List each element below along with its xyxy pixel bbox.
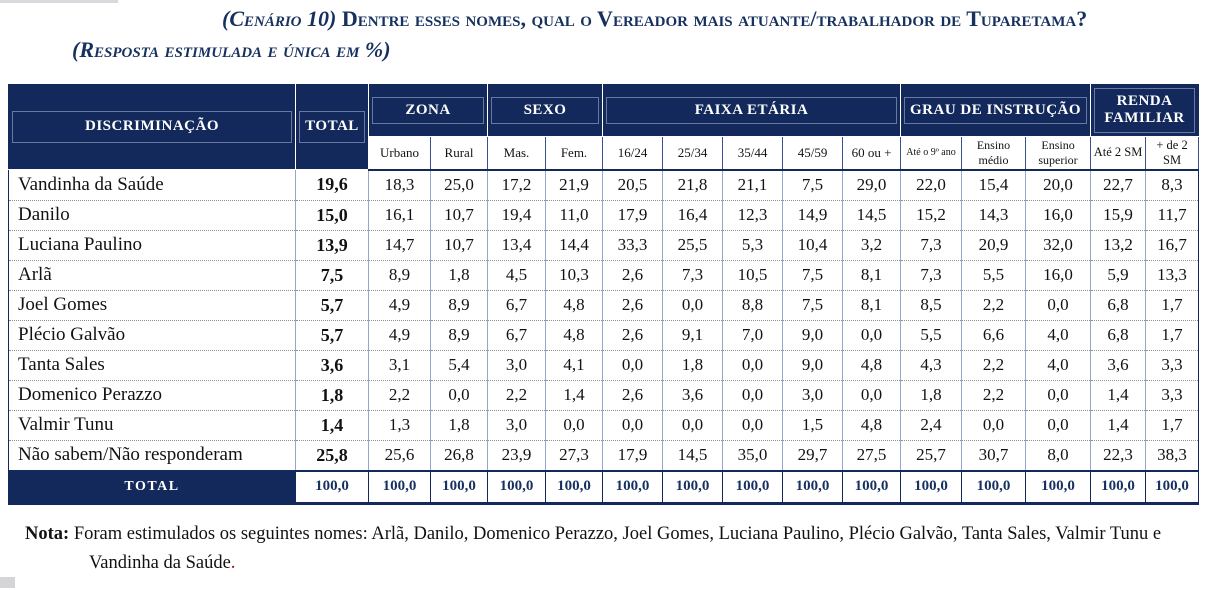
cell: 1,8 (663, 350, 723, 380)
col-group-zona (369, 85, 488, 137)
cell: 5,5 (962, 260, 1026, 290)
cell-total: 3,6 (296, 350, 369, 380)
table-row (9, 410, 1199, 440)
total-row-cell: 100,0 (962, 471, 1026, 504)
cell: 4,5 (488, 260, 546, 290)
cell: 5,4 (431, 350, 488, 380)
cell: 0,0 (663, 290, 723, 320)
cell: 0,0 (663, 410, 723, 440)
cell: 1,7 (1146, 320, 1199, 350)
cell: 6,8 (1091, 290, 1146, 320)
cell: 4,8 (843, 350, 901, 380)
total-row-cell: 100,0 (369, 471, 431, 504)
total-row-cell: 100,0 (431, 471, 488, 504)
cell: 7,5 (783, 290, 843, 320)
col-header-45-59: 45/59 (783, 136, 843, 170)
cell: 2,2 (962, 290, 1026, 320)
cell: 0,0 (1026, 380, 1091, 410)
cell: 17,2 (488, 170, 546, 201)
cell: 26,8 (431, 440, 488, 471)
cell: 0,0 (962, 410, 1026, 440)
cell: 29,7 (783, 440, 843, 471)
cell: 2,2 (369, 380, 431, 410)
cell: 20,9 (962, 230, 1026, 260)
cell: 1,3 (369, 410, 431, 440)
col-header-ensino-superior: Ensino superior (1026, 136, 1091, 170)
cell: 32,0 (1026, 230, 1091, 260)
total-row-label: TOTAL (9, 471, 296, 504)
cell: 0,0 (603, 350, 663, 380)
cell: 4,9 (369, 320, 431, 350)
cell: 25,7 (901, 440, 962, 471)
total-row-cell: 100,0 (488, 471, 546, 504)
cell: 20,5 (603, 170, 663, 201)
cell: 21,8 (663, 170, 723, 201)
cell: 6,8 (1091, 320, 1146, 350)
cell: 4,1 (546, 350, 603, 380)
cell: 5,3 (723, 230, 783, 260)
table-row (9, 290, 1199, 320)
table-header (9, 85, 1199, 170)
cell: 2,6 (603, 380, 663, 410)
col-header-fem: Fem. (546, 136, 603, 170)
cell: 0,0 (1026, 290, 1091, 320)
col-header-discriminacao-label: DISCRIMINAÇÃO (12, 111, 292, 142)
total-row-cell: 100,0 (1026, 471, 1091, 504)
cell: 4,8 (546, 290, 603, 320)
cell: 33,3 (603, 230, 663, 260)
cell: 0,0 (723, 350, 783, 380)
cell: 4,8 (546, 320, 603, 350)
cell-total: 1,4 (296, 410, 369, 440)
col-group-renda-familiar (1091, 85, 1199, 137)
cell: 7,3 (901, 230, 962, 260)
cell: 16,4 (663, 200, 723, 230)
col-group-grau-de-instru-o-label: GRAU DE INSTRUÇÃO (904, 97, 1087, 124)
cell: 3,0 (488, 350, 546, 380)
col-header-ensino-m-dio: Ensino médio (962, 136, 1026, 170)
total-row-cell: 100,0 (723, 471, 783, 504)
cell: 1,8 (431, 410, 488, 440)
cell: 3,2 (843, 230, 901, 260)
cell: 0,0 (431, 380, 488, 410)
total-row-cell: 100,0 (1091, 471, 1146, 504)
cell: 8,9 (369, 260, 431, 290)
row-label: Danilo (9, 200, 296, 230)
cell: 11,0 (546, 200, 603, 230)
cell-total: 5,7 (296, 320, 369, 350)
table-row (9, 440, 1199, 471)
cell: 2,4 (901, 410, 962, 440)
cell: 21,1 (723, 170, 783, 201)
col-header-at-o-9-ano: Até o 9º ano (901, 136, 962, 170)
results-table (8, 84, 1199, 505)
table-row (9, 320, 1199, 350)
cell: 8,1 (843, 260, 901, 290)
cell: 22,0 (901, 170, 962, 201)
cell: 8,5 (901, 290, 962, 320)
cell: 3,6 (1091, 350, 1146, 380)
col-group-zona-label: ZONA (372, 97, 484, 124)
cell: 2,2 (962, 380, 1026, 410)
cell: 5,9 (1091, 260, 1146, 290)
cell: 29,0 (843, 170, 901, 201)
footnote-text (25, 520, 1175, 577)
cell: 11,7 (1146, 200, 1199, 230)
cell: 8,9 (431, 320, 488, 350)
cell: 6,6 (962, 320, 1026, 350)
cell: 15,2 (901, 200, 962, 230)
cell: 16,1 (369, 200, 431, 230)
row-label: Não sabem/Não responderam (9, 440, 296, 471)
cell: 14,7 (369, 230, 431, 260)
footnote-label: Nota: (25, 524, 70, 544)
cell: 23,9 (488, 440, 546, 471)
footnote-body: Foram estimulados os seguintes nomes: Arlã, Danilo, Domenico Perazzo, Joel Gomes, Luciana Paulino, Plécio Galvão, Tanta Sales, Valmir Tunu e Vandinha da Saúde (73, 524, 1162, 573)
cell-total: 1,8 (296, 380, 369, 410)
cell: 1,4 (1091, 380, 1146, 410)
col-header-total-label: TOTAL (299, 111, 365, 142)
cell: 27,3 (546, 440, 603, 471)
cell: 0,0 (603, 410, 663, 440)
footnote (25, 520, 1175, 577)
table-row (9, 260, 1199, 290)
cell-total: 5,7 (296, 290, 369, 320)
col-group-faixa-et-ria (603, 85, 901, 137)
col-header-25-34: 25/34 (663, 136, 723, 170)
cell: 27,5 (843, 440, 901, 471)
cell: 3,6 (663, 380, 723, 410)
cell: 16,0 (1026, 260, 1091, 290)
col-header-at-2-sm: Até 2 SM (1091, 136, 1146, 170)
total-row-cell: 100,0 (296, 471, 369, 504)
cell: 16,7 (1146, 230, 1199, 260)
cell: 8,0 (1026, 440, 1091, 471)
cell: 0,0 (843, 320, 901, 350)
col-header-de-2-sm: + de 2 SM (1146, 136, 1199, 170)
total-row (9, 471, 1199, 504)
cell: 10,5 (723, 260, 783, 290)
cell: 0,0 (843, 380, 901, 410)
cell: 1,4 (546, 380, 603, 410)
row-label: Joel Gomes (9, 290, 296, 320)
cell: 8,1 (843, 290, 901, 320)
col-header-mas: Mas. (488, 136, 546, 170)
total-row-cell: 100,0 (843, 471, 901, 504)
cell: 21,9 (546, 170, 603, 201)
cell: 10,3 (546, 260, 603, 290)
cell: 1,4 (1091, 410, 1146, 440)
cell: 30,7 (962, 440, 1026, 471)
cell: 2,6 (603, 290, 663, 320)
cell: 3,0 (783, 380, 843, 410)
cell: 8,3 (1146, 170, 1199, 201)
cell: 3,1 (369, 350, 431, 380)
cell: 6,7 (488, 320, 546, 350)
cell: 4,8 (843, 410, 901, 440)
cell: 14,4 (546, 230, 603, 260)
cell: 1,7 (1146, 290, 1199, 320)
cell: 13,2 (1091, 230, 1146, 260)
cell: 0,0 (723, 410, 783, 440)
row-label: Valmir Tunu (9, 410, 296, 440)
row-label: Domenico Perazzo (9, 380, 296, 410)
table-row (9, 350, 1199, 380)
cell: 6,7 (488, 290, 546, 320)
cell: 14,5 (663, 440, 723, 471)
cell: 9,0 (783, 320, 843, 350)
cell: 4,9 (369, 290, 431, 320)
table-row (9, 170, 1199, 201)
cell: 38,3 (1146, 440, 1199, 471)
cell: 3,3 (1146, 350, 1199, 380)
total-row-cell: 100,0 (603, 471, 663, 504)
cell: 9,1 (663, 320, 723, 350)
row-label: Plécio Galvão (9, 320, 296, 350)
cell: 1,5 (783, 410, 843, 440)
cell: 8,8 (723, 290, 783, 320)
cell-total: 13,9 (296, 230, 369, 260)
cell: 14,3 (962, 200, 1026, 230)
cell: 22,7 (1091, 170, 1146, 201)
footnote-period: . (230, 552, 236, 573)
cell: 13,4 (488, 230, 546, 260)
cell: 13,3 (1146, 260, 1199, 290)
cell: 14,5 (843, 200, 901, 230)
scan-artifact-corner (0, 577, 15, 588)
cell: 15,4 (962, 170, 1026, 201)
cell: 10,7 (431, 230, 488, 260)
col-header-60-ou: 60 ou + (843, 136, 901, 170)
total-row-cell: 100,0 (1146, 471, 1199, 504)
cell-total: 15,0 (296, 200, 369, 230)
cell: 1,8 (431, 260, 488, 290)
cell: 17,9 (603, 440, 663, 471)
cell: 15,9 (1091, 200, 1146, 230)
cell: 5,5 (901, 320, 962, 350)
total-row-cell: 100,0 (663, 471, 723, 504)
cell: 7,5 (783, 260, 843, 290)
cell: 4,0 (1026, 350, 1091, 380)
total-row-cell: 100,0 (901, 471, 962, 504)
row-label: Luciana Paulino (9, 230, 296, 260)
cell: 18,3 (369, 170, 431, 201)
col-header-total (296, 85, 369, 170)
col-group-sexo (488, 85, 603, 137)
cell: 3,0 (488, 410, 546, 440)
col-group-grau-de-instru-o (901, 85, 1091, 137)
page-title (72, 3, 1140, 65)
cell: 7,5 (783, 170, 843, 201)
cell: 16,0 (1026, 200, 1091, 230)
cell: 7,3 (901, 260, 962, 290)
cell: 1,7 (1146, 410, 1199, 440)
cell: 25,5 (663, 230, 723, 260)
cell: 0,0 (723, 380, 783, 410)
cell: 10,4 (783, 230, 843, 260)
cell: 19,4 (488, 200, 546, 230)
total-row-cell: 100,0 (546, 471, 603, 504)
cell: 22,3 (1091, 440, 1146, 471)
title-question: Dentre esses nomes, qual o Vereador mais atuante/trabalhador de Tuparetama? (341, 6, 1088, 31)
cell: 25,0 (431, 170, 488, 201)
cell: 17,9 (603, 200, 663, 230)
cell: 12,3 (723, 200, 783, 230)
cell: 0,0 (546, 410, 603, 440)
cell-total: 7,5 (296, 260, 369, 290)
cell: 2,2 (962, 350, 1026, 380)
row-label: Vandinha da Saúde (9, 170, 296, 201)
cell: 35,0 (723, 440, 783, 471)
cell: 2,6 (603, 260, 663, 290)
col-group-renda-familiar-label: RENDA FAMILIAR (1094, 88, 1195, 133)
col-header-rural: Rural (431, 136, 488, 170)
cell: 0,0 (1026, 410, 1091, 440)
total-row-cell: 100,0 (783, 471, 843, 504)
col-header-urbano: Urbano (369, 136, 431, 170)
table-row (9, 230, 1199, 260)
cell: 2,6 (603, 320, 663, 350)
cell: 25,6 (369, 440, 431, 471)
cell: 20,0 (1026, 170, 1091, 201)
cell-total: 19,6 (296, 170, 369, 201)
cell: 14,9 (783, 200, 843, 230)
cell: 3,3 (1146, 380, 1199, 410)
table-row (9, 380, 1199, 410)
cell-total: 25,8 (296, 440, 369, 471)
row-label: Arlã (9, 260, 296, 290)
col-group-sexo-label: SEXO (491, 97, 599, 124)
cell: 8,9 (431, 290, 488, 320)
header-group-row (9, 85, 1199, 137)
cell: 7,0 (723, 320, 783, 350)
title-suffix: (Resposta estimulada e única em %) (72, 37, 391, 63)
title-scenario: (Cenário 10) (222, 6, 337, 31)
table-row (9, 200, 1199, 230)
row-label: Tanta Sales (9, 350, 296, 380)
col-header-discriminacao (9, 85, 296, 170)
col-header-35-44: 35/44 (723, 136, 783, 170)
cell: 1,8 (901, 380, 962, 410)
cell: 10,7 (431, 200, 488, 230)
col-group-faixa-et-ria-label: FAIXA ETÁRIA (606, 97, 897, 124)
table-body (9, 170, 1199, 504)
cell: 9,0 (783, 350, 843, 380)
cell: 2,2 (488, 380, 546, 410)
col-header-16-24: 16/24 (603, 136, 663, 170)
cell: 7,3 (663, 260, 723, 290)
cell: 4,0 (1026, 320, 1091, 350)
cell: 4,3 (901, 350, 962, 380)
